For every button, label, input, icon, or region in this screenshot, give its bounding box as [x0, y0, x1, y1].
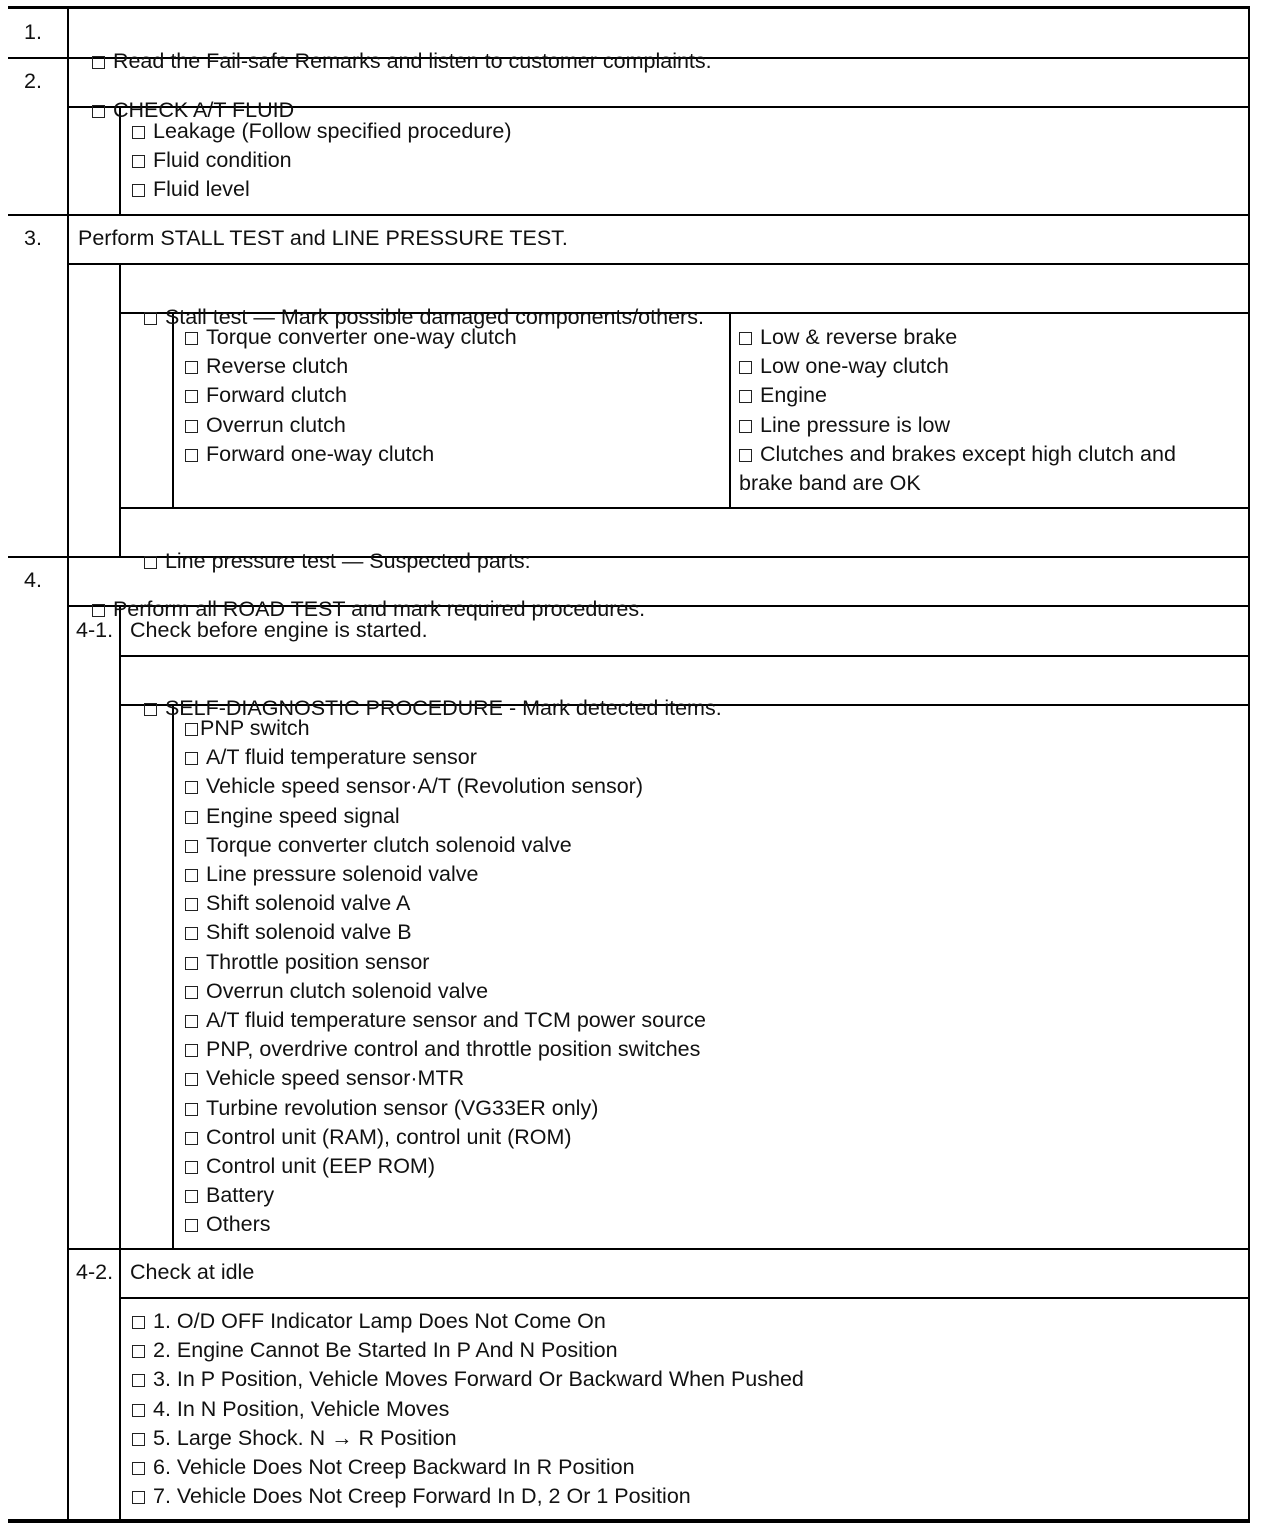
item-label: Control unit (RAM), control unit (ROM) [206, 1124, 572, 1149]
checkbox[interactable] [185, 1044, 198, 1057]
checkbox[interactable] [132, 1433, 145, 1446]
step-number: 2. [24, 69, 42, 93]
checkbox[interactable] [185, 957, 198, 970]
checkbox[interactable] [185, 1161, 198, 1174]
list-item [132, 117, 512, 146]
item-label: A/T fluid temperature sensor [206, 745, 477, 770]
list-item [185, 977, 706, 1006]
checkbox[interactable] [185, 420, 198, 433]
checkbox[interactable] [739, 449, 752, 462]
checkbox[interactable] [185, 1190, 198, 1203]
column-divider [172, 312, 174, 507]
item-label: Shift solenoid valve A [206, 891, 411, 916]
checkbox[interactable] [132, 126, 145, 139]
list-item [132, 1424, 804, 1453]
step-3-text: Perform STALL TEST and LINE PRESSURE TEST. [78, 226, 568, 250]
list-item [185, 1035, 706, 1064]
checkbox[interactable] [132, 1404, 145, 1417]
item-label: Shift solenoid valve B [206, 920, 412, 945]
self-diag-text: SELF-DIAGNOSTIC PROCEDURE - Mark detected items. [164, 696, 722, 721]
column-divider [119, 263, 121, 556]
row-divider [120, 655, 1250, 657]
list-item [185, 918, 706, 947]
row-divider [68, 1248, 1250, 1250]
idle-check-list [132, 1307, 804, 1511]
item-label: 6. Vehicle Does Not Creep Backward In R Position [153, 1455, 635, 1480]
row-divider [8, 214, 1250, 216]
checkbox[interactable] [185, 332, 198, 345]
list-item [185, 1006, 706, 1035]
item-label: PNP, overdrive control and throttle position switches [206, 1037, 701, 1062]
item-label: Forward clutch [206, 383, 347, 408]
list-item [185, 889, 706, 918]
checkbox[interactable] [185, 449, 198, 462]
item-label: Forward one-way clutch [206, 441, 435, 466]
step-4-text: Perform all ROAD TEST and mark required procedures. [112, 597, 646, 622]
list-item [132, 1453, 804, 1482]
checkbox[interactable] [185, 1015, 198, 1028]
item-label: PNP switch [200, 716, 310, 740]
item-label: 2. Engine Cannot Be Started In P And N Position [153, 1338, 618, 1363]
fluid-check-list [132, 117, 512, 205]
stall-left-list [185, 323, 517, 469]
list-item [132, 1307, 804, 1336]
checkbox[interactable] [185, 390, 198, 403]
item-label: Reverse clutch [206, 354, 349, 379]
checkbox[interactable] [185, 840, 198, 853]
list-item [185, 1181, 706, 1210]
column-divider [729, 312, 731, 507]
list-item [132, 1336, 804, 1365]
item-label: Overrun clutch solenoid valve [206, 978, 489, 1003]
item-label: Line pressure solenoid valve [206, 862, 479, 887]
item-label: Overrun clutch [206, 412, 346, 437]
item-label: 4. In N Position, Vehicle Moves [153, 1396, 450, 1421]
list-item [185, 860, 706, 889]
checkbox[interactable] [132, 155, 145, 168]
checkbox[interactable] [185, 1219, 198, 1232]
checkbox[interactable] [185, 1103, 198, 1116]
list-item [185, 772, 706, 801]
self-diag-list [185, 714, 706, 1240]
list-item [739, 352, 1176, 381]
checkbox[interactable] [185, 361, 198, 374]
step-number: 1. [24, 20, 42, 44]
substep-number: 4-2. [76, 1260, 114, 1284]
column-divider [119, 605, 121, 1523]
checkbox[interactable] [185, 1073, 198, 1086]
list-item [132, 146, 512, 175]
checkbox[interactable] [185, 898, 198, 911]
list-item [185, 411, 517, 440]
item-label: A/T fluid temperature sensor and TCM power source [206, 1008, 706, 1033]
list-item [185, 802, 706, 831]
list-item [185, 1094, 706, 1123]
list-item [185, 381, 517, 410]
checkbox[interactable] [185, 1132, 198, 1145]
list-item [185, 1123, 706, 1152]
row-divider [120, 507, 1250, 509]
checkbox[interactable] [132, 1374, 145, 1387]
checkbox[interactable] [185, 869, 198, 882]
checkbox[interactable] [185, 781, 198, 794]
row-divider [120, 1297, 1250, 1299]
checkbox[interactable] [739, 332, 752, 345]
item-label: 1. O/D OFF Indicator Lamp Does Not Come On [153, 1309, 606, 1333]
item-label: 3. In P Position, Vehicle Moves Forward Or Backward When Pushed [153, 1367, 804, 1392]
list-item [185, 352, 517, 381]
checkbox[interactable] [185, 927, 198, 940]
item-label: Battery [206, 1183, 275, 1208]
item-label: Leakage (Follow specified procedure) [153, 119, 512, 143]
list-item [185, 743, 706, 772]
item-label: Throttle position sensor [206, 949, 430, 974]
list-item [185, 1152, 706, 1181]
checkbox[interactable] [132, 1462, 145, 1475]
checkbox[interactable] [185, 723, 198, 736]
step-2-text: CHECK A/T FLUID [112, 98, 295, 123]
column-divider [67, 6, 69, 1523]
list-item [132, 1395, 804, 1424]
list-item [739, 440, 1176, 469]
checkbox[interactable] [739, 361, 752, 374]
stall-test-text: Stall test — Mark possible damaged components/others. [164, 305, 704, 330]
list-item [185, 948, 706, 977]
item-label: Low one-way clutch [760, 354, 949, 379]
checkbox[interactable] [185, 986, 198, 999]
list-item [185, 1210, 706, 1239]
list-item-wrap: brake band are OK [739, 471, 921, 496]
step-number: 3. [24, 226, 42, 250]
row-divider [68, 263, 1250, 265]
item-label: Turbine revolution sensor (VG33ER only) [206, 1095, 599, 1120]
list-item [185, 1064, 706, 1093]
list-item [739, 381, 1176, 410]
list-item [185, 714, 706, 743]
item-label: Torque converter one-way clutch [206, 325, 517, 349]
item-label: 7. Vehicle Does Not Creep Forward In D, 2 Or 1 Position [153, 1484, 691, 1509]
checkbox[interactable] [185, 752, 198, 765]
item-label: Line pressure is low [760, 412, 951, 437]
checkbox[interactable] [132, 1345, 145, 1358]
list-item [185, 831, 706, 860]
checkbox[interactable] [144, 312, 157, 325]
item-label: Others [206, 1212, 271, 1237]
checkbox[interactable] [739, 390, 752, 403]
step-1-text: Read the Fail-safe Remarks and listen to customer complaints. [112, 49, 712, 74]
list-item [132, 175, 512, 204]
column-divider [172, 704, 174, 1248]
substep-4-2-text: Check at idle [130, 1260, 255, 1284]
checkbox[interactable] [92, 105, 105, 118]
list-item [185, 323, 517, 352]
list-item [132, 1365, 804, 1394]
item-label: Vehicle speed sensor·A/T (Revolution sensor) [206, 774, 643, 799]
item-label: 5. Large Shock. N → R Position [153, 1425, 457, 1450]
item-label: Fluid level [153, 177, 250, 202]
substep-4-1-text: Check before engine is started. [130, 618, 428, 642]
item-label: Clutches and brakes except high clutch and [760, 441, 1176, 466]
line-pressure-text: Line pressure test — Suspected parts: [164, 549, 531, 574]
list-item [185, 440, 517, 469]
item-label: Engine [760, 383, 827, 408]
item-label: Low & reverse brake [760, 325, 958, 349]
item-label: Vehicle speed sensor·MTR [206, 1066, 465, 1091]
checkbox[interactable] [144, 703, 157, 716]
checkbox[interactable] [739, 420, 752, 433]
checkbox[interactable] [132, 1491, 145, 1504]
list-item [132, 1482, 804, 1511]
item-label: Torque converter clutch solenoid valve [206, 832, 572, 857]
item-label: Control unit (EEP ROM) [206, 1154, 436, 1179]
checkbox[interactable] [185, 811, 198, 824]
list-item [739, 323, 1176, 352]
item-label: Fluid condition [153, 148, 292, 173]
checkbox[interactable] [132, 184, 145, 197]
list-item [739, 411, 1176, 440]
stall-right-list [739, 323, 1176, 498]
item-label: Engine speed signal [206, 803, 400, 828]
checkbox[interactable] [132, 1316, 145, 1329]
substep-number: 4-1. [76, 618, 114, 642]
step-number: 4. [24, 568, 42, 592]
